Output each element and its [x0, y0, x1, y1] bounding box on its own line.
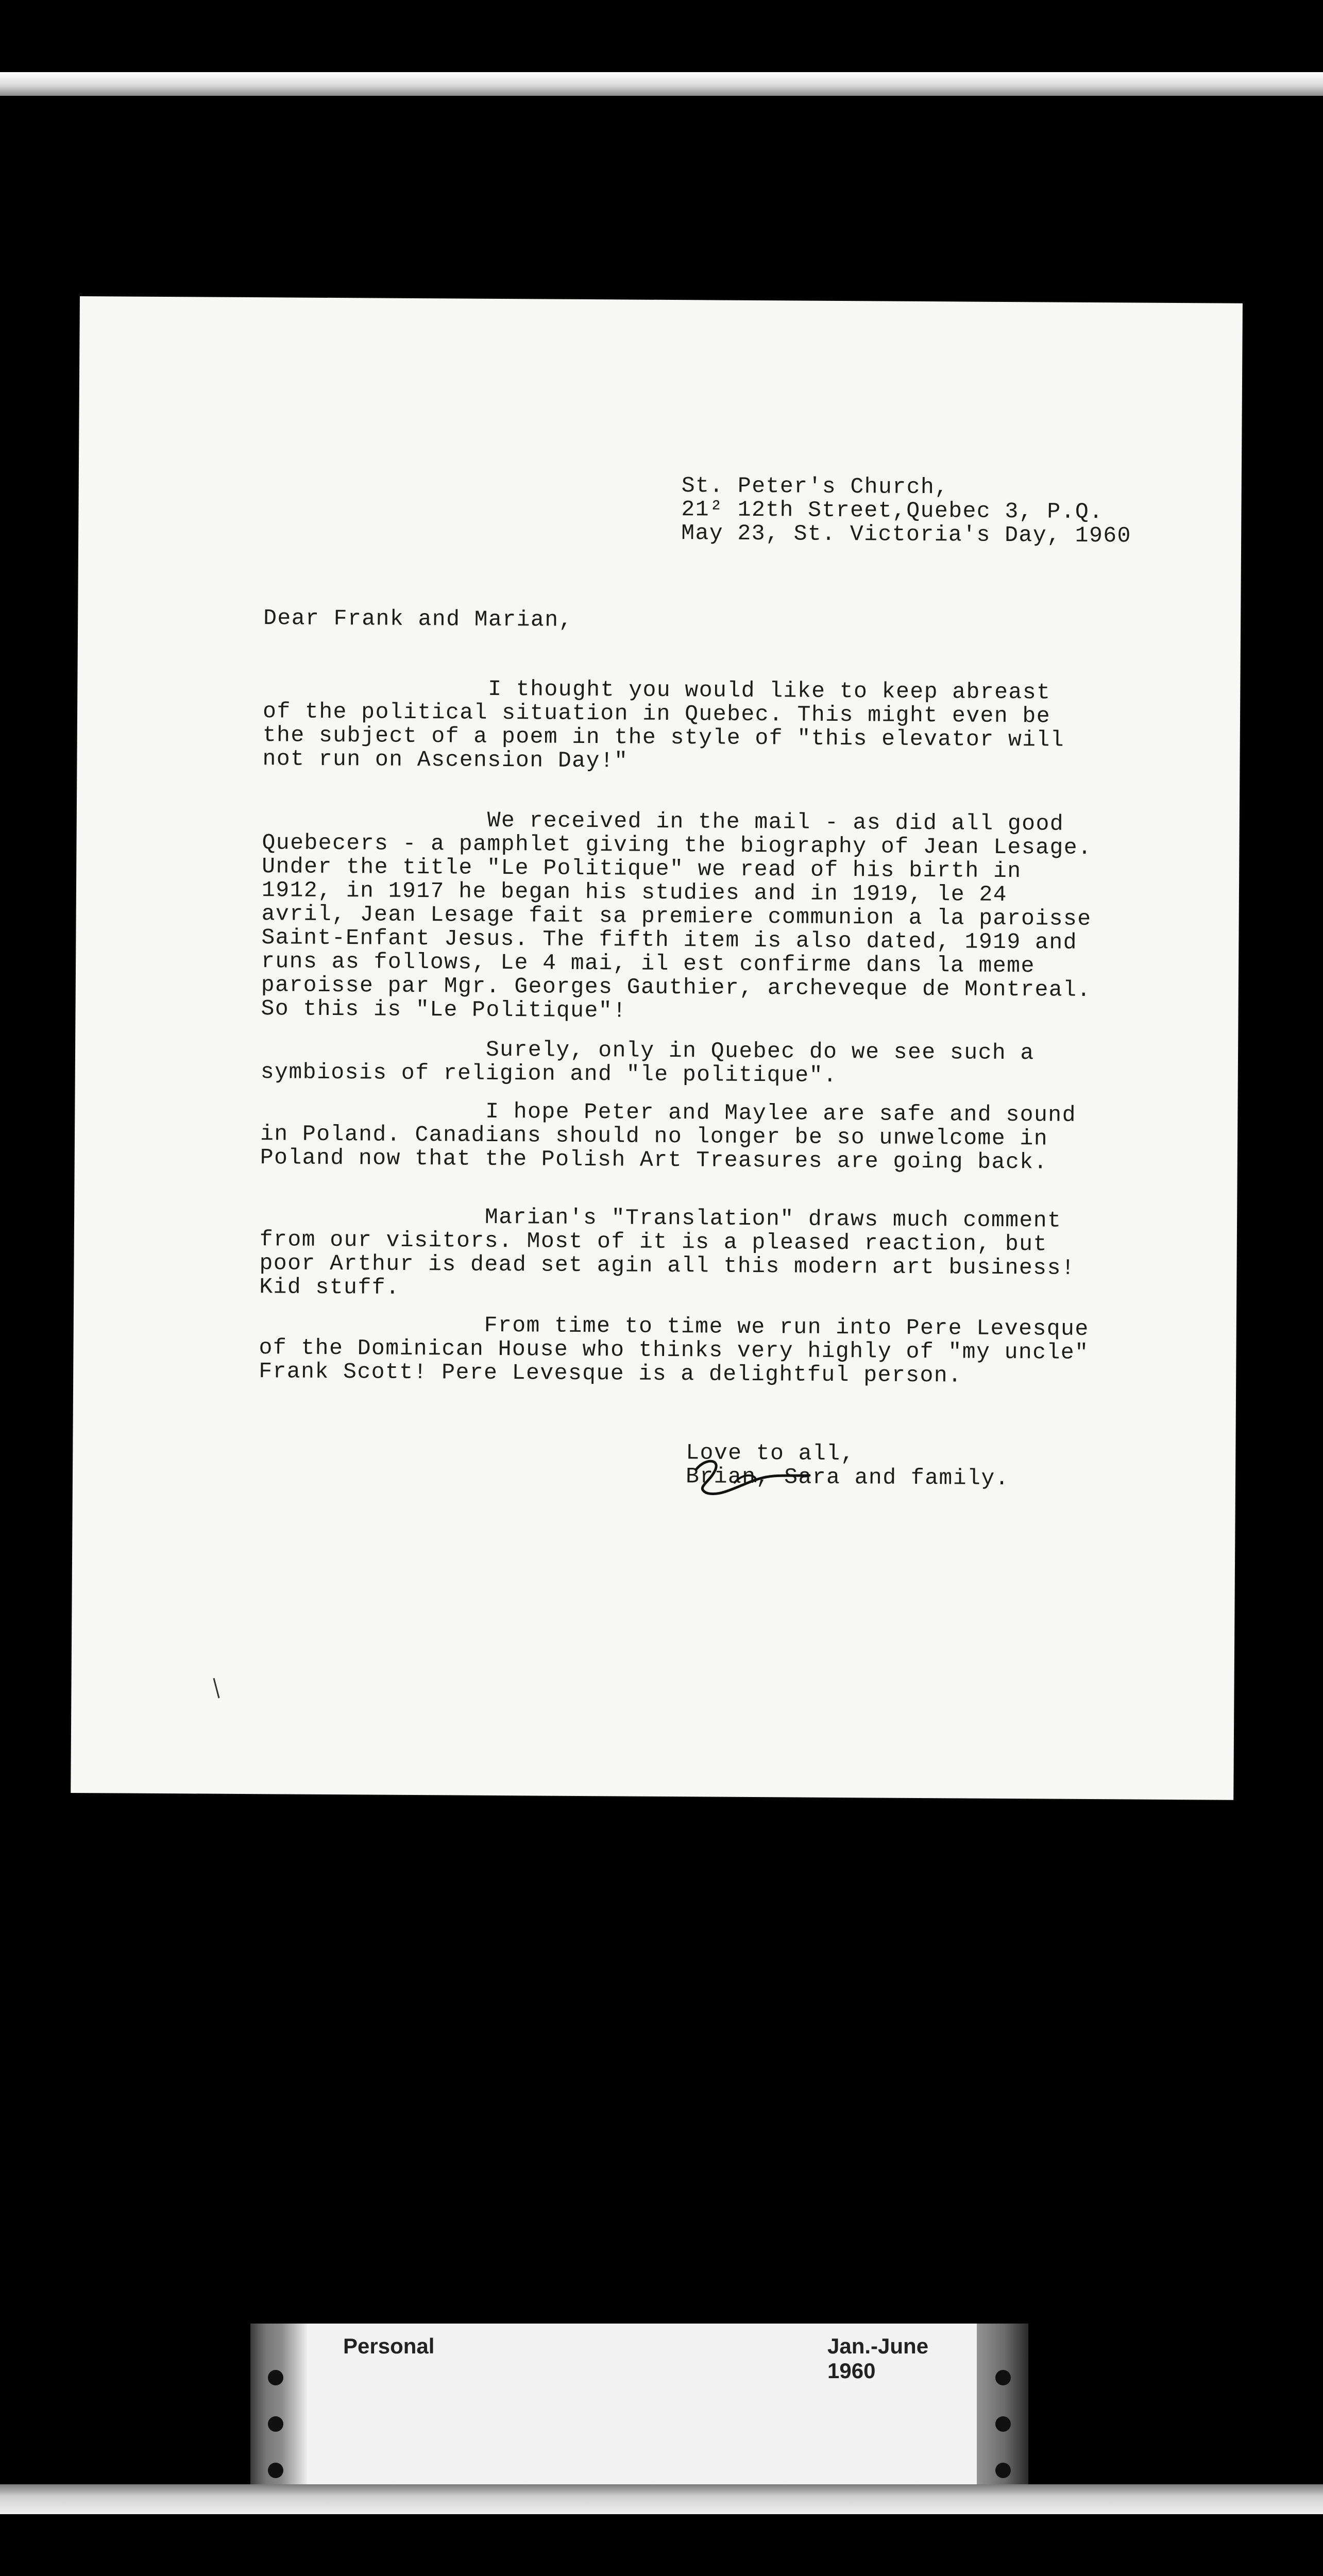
sprocket-hole-left-1 — [268, 2370, 283, 2385]
film-strip-top — [0, 72, 1323, 96]
label-category: Personal — [343, 2334, 435, 2358]
paragraph-politics: I thought you would like to keep abreast of the political situation in Quebec. This might even be the subject of a poem in the style of "this elevator will not run on Ascension Day!" — [262, 675, 1065, 774]
ink-mark — [213, 1678, 219, 1698]
paragraph-symbiosis: Surely, only in Quebec do we see such a symbiosis of religion and "le politique". — [260, 1036, 1034, 1089]
sender-address: St. Peter's Church, 21² 12th Street,Quebec 3, P.Q. May 23, St. Victoria's Day, 1960 — [681, 473, 1132, 549]
label-date-range: Jan.-June 1960 — [827, 2334, 929, 2383]
sprocket-hole-left-2 — [268, 2416, 283, 2432]
sprocket-hole-right-2 — [995, 2416, 1011, 2432]
handwritten-signature — [686, 1454, 815, 1501]
salutation: Dear Frank and Marian, — [263, 605, 573, 633]
film-strip-bottom — [0, 2484, 1323, 2514]
paragraph-translation: Marian's "Translation" draws much comment from our visitors. Most of it is a pleased reaction, but poor Arthur is dead set agin all this modern art business! Kid stuff. — [259, 1203, 1076, 1300]
sprocket-hole-left-3 — [268, 2463, 283, 2478]
closing: Love to all, Brian, Sara and family. — [685, 1440, 1010, 1492]
paragraph-levesque: From time to time we run into Pere Levesque of the Dominican House who thinks very highly of "my uncle" Frank Scott! Pere Levesque is a delightful person. — [259, 1311, 1089, 1388]
letter-page — [71, 296, 1243, 1800]
paragraph-lesage: We received in the mail - as did all good Quebecers - a pamphlet giving the biography of Jean Lesage. Under the title "Le Politique" we read of his birth in 1912, in 1917 he began his studies and in 1919, le 24 avril, Jean Lesage fait sa premiere communion a la paroisse Saint-Enfant Jesus. The fifth item is also dated, 1919 and runs as follows, Le 4 mai, il est confirme dans la meme paroisse par Mgr. Georges Gauthier, archeveque de Montreal. So this is "Le Politique"! — [261, 806, 1092, 1024]
paragraph-poland: I hope Peter and Maylee are safe and sound in Poland. Canadians should no longer be so unwelcome in Poland now that the Polish Art Treasures are going back. — [260, 1097, 1077, 1175]
sprocket-hole-right-1 — [995, 2370, 1011, 2385]
sprocket-hole-right-3 — [995, 2463, 1011, 2478]
